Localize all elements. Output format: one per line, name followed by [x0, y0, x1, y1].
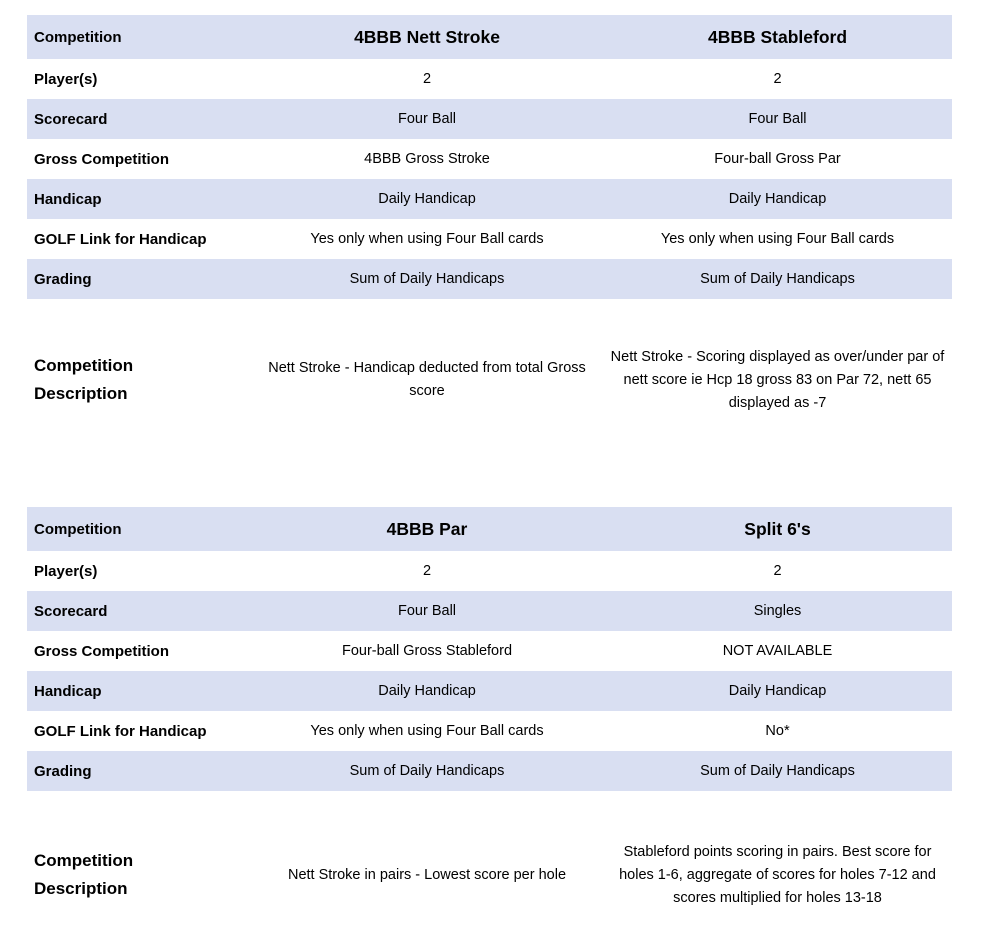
- competition-name-col3: Split 6's: [744, 518, 811, 539]
- table-row-description: [27, 299, 952, 461]
- row-label-handicap: Handicap: [34, 190, 102, 208]
- row-label-gross-competition: Gross Competition: [34, 150, 170, 168]
- grading-col3: Sum of Daily Handicaps: [700, 271, 855, 287]
- row-label-competition: Competition: [34, 520, 122, 538]
- table-row-handicap: [27, 179, 952, 219]
- row-label-competition: Competition: [34, 28, 122, 46]
- golf-link-col2: Yes only when using Four Ball cards: [310, 231, 544, 247]
- gross-competition-col2: 4BBB Gross Stroke: [364, 151, 490, 167]
- row-label-grading: Grading: [34, 270, 92, 288]
- description-col2-cell: [251, 791, 603, 931]
- grading-col2: Sum of Daily Handicaps: [349, 271, 505, 287]
- table-row-players: [27, 59, 952, 99]
- table-row-grading: [27, 259, 952, 299]
- row-label-grading: Grading: [34, 762, 92, 780]
- competition-name-col3: 4BBB Stableford: [707, 26, 848, 47]
- grading-col3: Sum of Daily Handicaps: [700, 763, 855, 779]
- description-col3-cell: [603, 791, 952, 931]
- table-row-grading: [27, 751, 952, 791]
- row-label-handicap: Handicap: [34, 682, 102, 700]
- description-col2: Nett Stroke in pairs - Lowest score per hole: [287, 866, 567, 883]
- grading-col2: Sum of Daily Handicaps: [349, 763, 505, 779]
- description-col3: Stableford points scoring in pairs. Best score for holes 1-6, aggregate of scores for holes 7-12 and scores multiplied for holes 13-18: [619, 843, 936, 906]
- competition-name-col2: 4BBB Par: [386, 518, 468, 539]
- row-label-gross-competition: Gross Competition: [34, 642, 170, 660]
- row-label-players: Player(s): [34, 562, 98, 580]
- competition-name-col2: 4BBB Nett Stroke: [354, 26, 500, 47]
- golf-link-col3: Yes only when using Four Ball cards: [660, 231, 895, 247]
- row-label-scorecard: Scorecard: [34, 602, 108, 620]
- description-col3: Nett Stroke - Scoring displayed as over/under par of nett score ie Hcp 18 gross 83 on Par 72, nett 65 displayed as -7: [610, 348, 945, 411]
- competition-table-1: [27, 15, 952, 461]
- row-label-scorecard: Scorecard: [34, 110, 108, 128]
- gross-competition-col3: Four-ball Gross Par: [714, 151, 841, 167]
- description-col3-cell: [603, 299, 952, 461]
- handicap-col2: Daily Handicap: [378, 191, 476, 207]
- scorecard-col3: Four Ball: [748, 111, 807, 127]
- description-col2-cell: [251, 299, 603, 461]
- row-label-description: [27, 791, 251, 931]
- description-col2: Nett Stroke - Handicap deducted from total Gross score: [268, 360, 586, 399]
- description-label-text: Competition Description: [34, 356, 134, 403]
- players-col2: 2: [422, 563, 432, 579]
- handicap-col3: Daily Handicap: [728, 683, 827, 699]
- players-col3: 2: [773, 71, 782, 87]
- players-col2: 2: [422, 71, 432, 87]
- row-label-golf-link: GOLF Link for Handicap: [34, 722, 207, 740]
- table-row-handicap: [27, 671, 952, 711]
- table-row-header: [27, 15, 952, 59]
- golf-link-col2: Yes only when using Four Ball cards: [310, 723, 544, 739]
- table-row-players: [27, 551, 952, 591]
- row-label-players: Player(s): [34, 70, 98, 88]
- scorecard-col3: Singles: [753, 603, 802, 619]
- table-gap: [0, 461, 985, 507]
- table-row-header: [27, 507, 952, 551]
- table-row-scorecard: [27, 99, 952, 139]
- row-label-golf-link: GOLF Link for Handicap: [34, 230, 207, 248]
- description-label-text: Competition Description: [34, 851, 134, 898]
- table-row-gross-competition: [27, 631, 952, 671]
- handicap-col3: Daily Handicap: [728, 191, 827, 207]
- table-row-gross-competition: [27, 139, 952, 179]
- gross-competition-col3: NOT AVAILABLE: [722, 643, 833, 659]
- table-row-description: [27, 791, 952, 931]
- scorecard-col2: Four Ball: [397, 111, 457, 127]
- handicap-col2: Daily Handicap: [378, 683, 476, 699]
- players-col3: 2: [773, 563, 782, 579]
- row-label-description: [27, 299, 251, 461]
- table-row-golf-link: [27, 711, 952, 751]
- document-page: [0, 15, 985, 931]
- golf-link-col3: No*: [765, 723, 790, 739]
- table-row-golf-link: [27, 219, 952, 259]
- competition-table-2: [27, 507, 952, 931]
- scorecard-col2: Four Ball: [397, 603, 457, 619]
- gross-competition-col2: Four-ball Gross Stableford: [341, 643, 513, 659]
- table-row-scorecard: [27, 591, 952, 631]
